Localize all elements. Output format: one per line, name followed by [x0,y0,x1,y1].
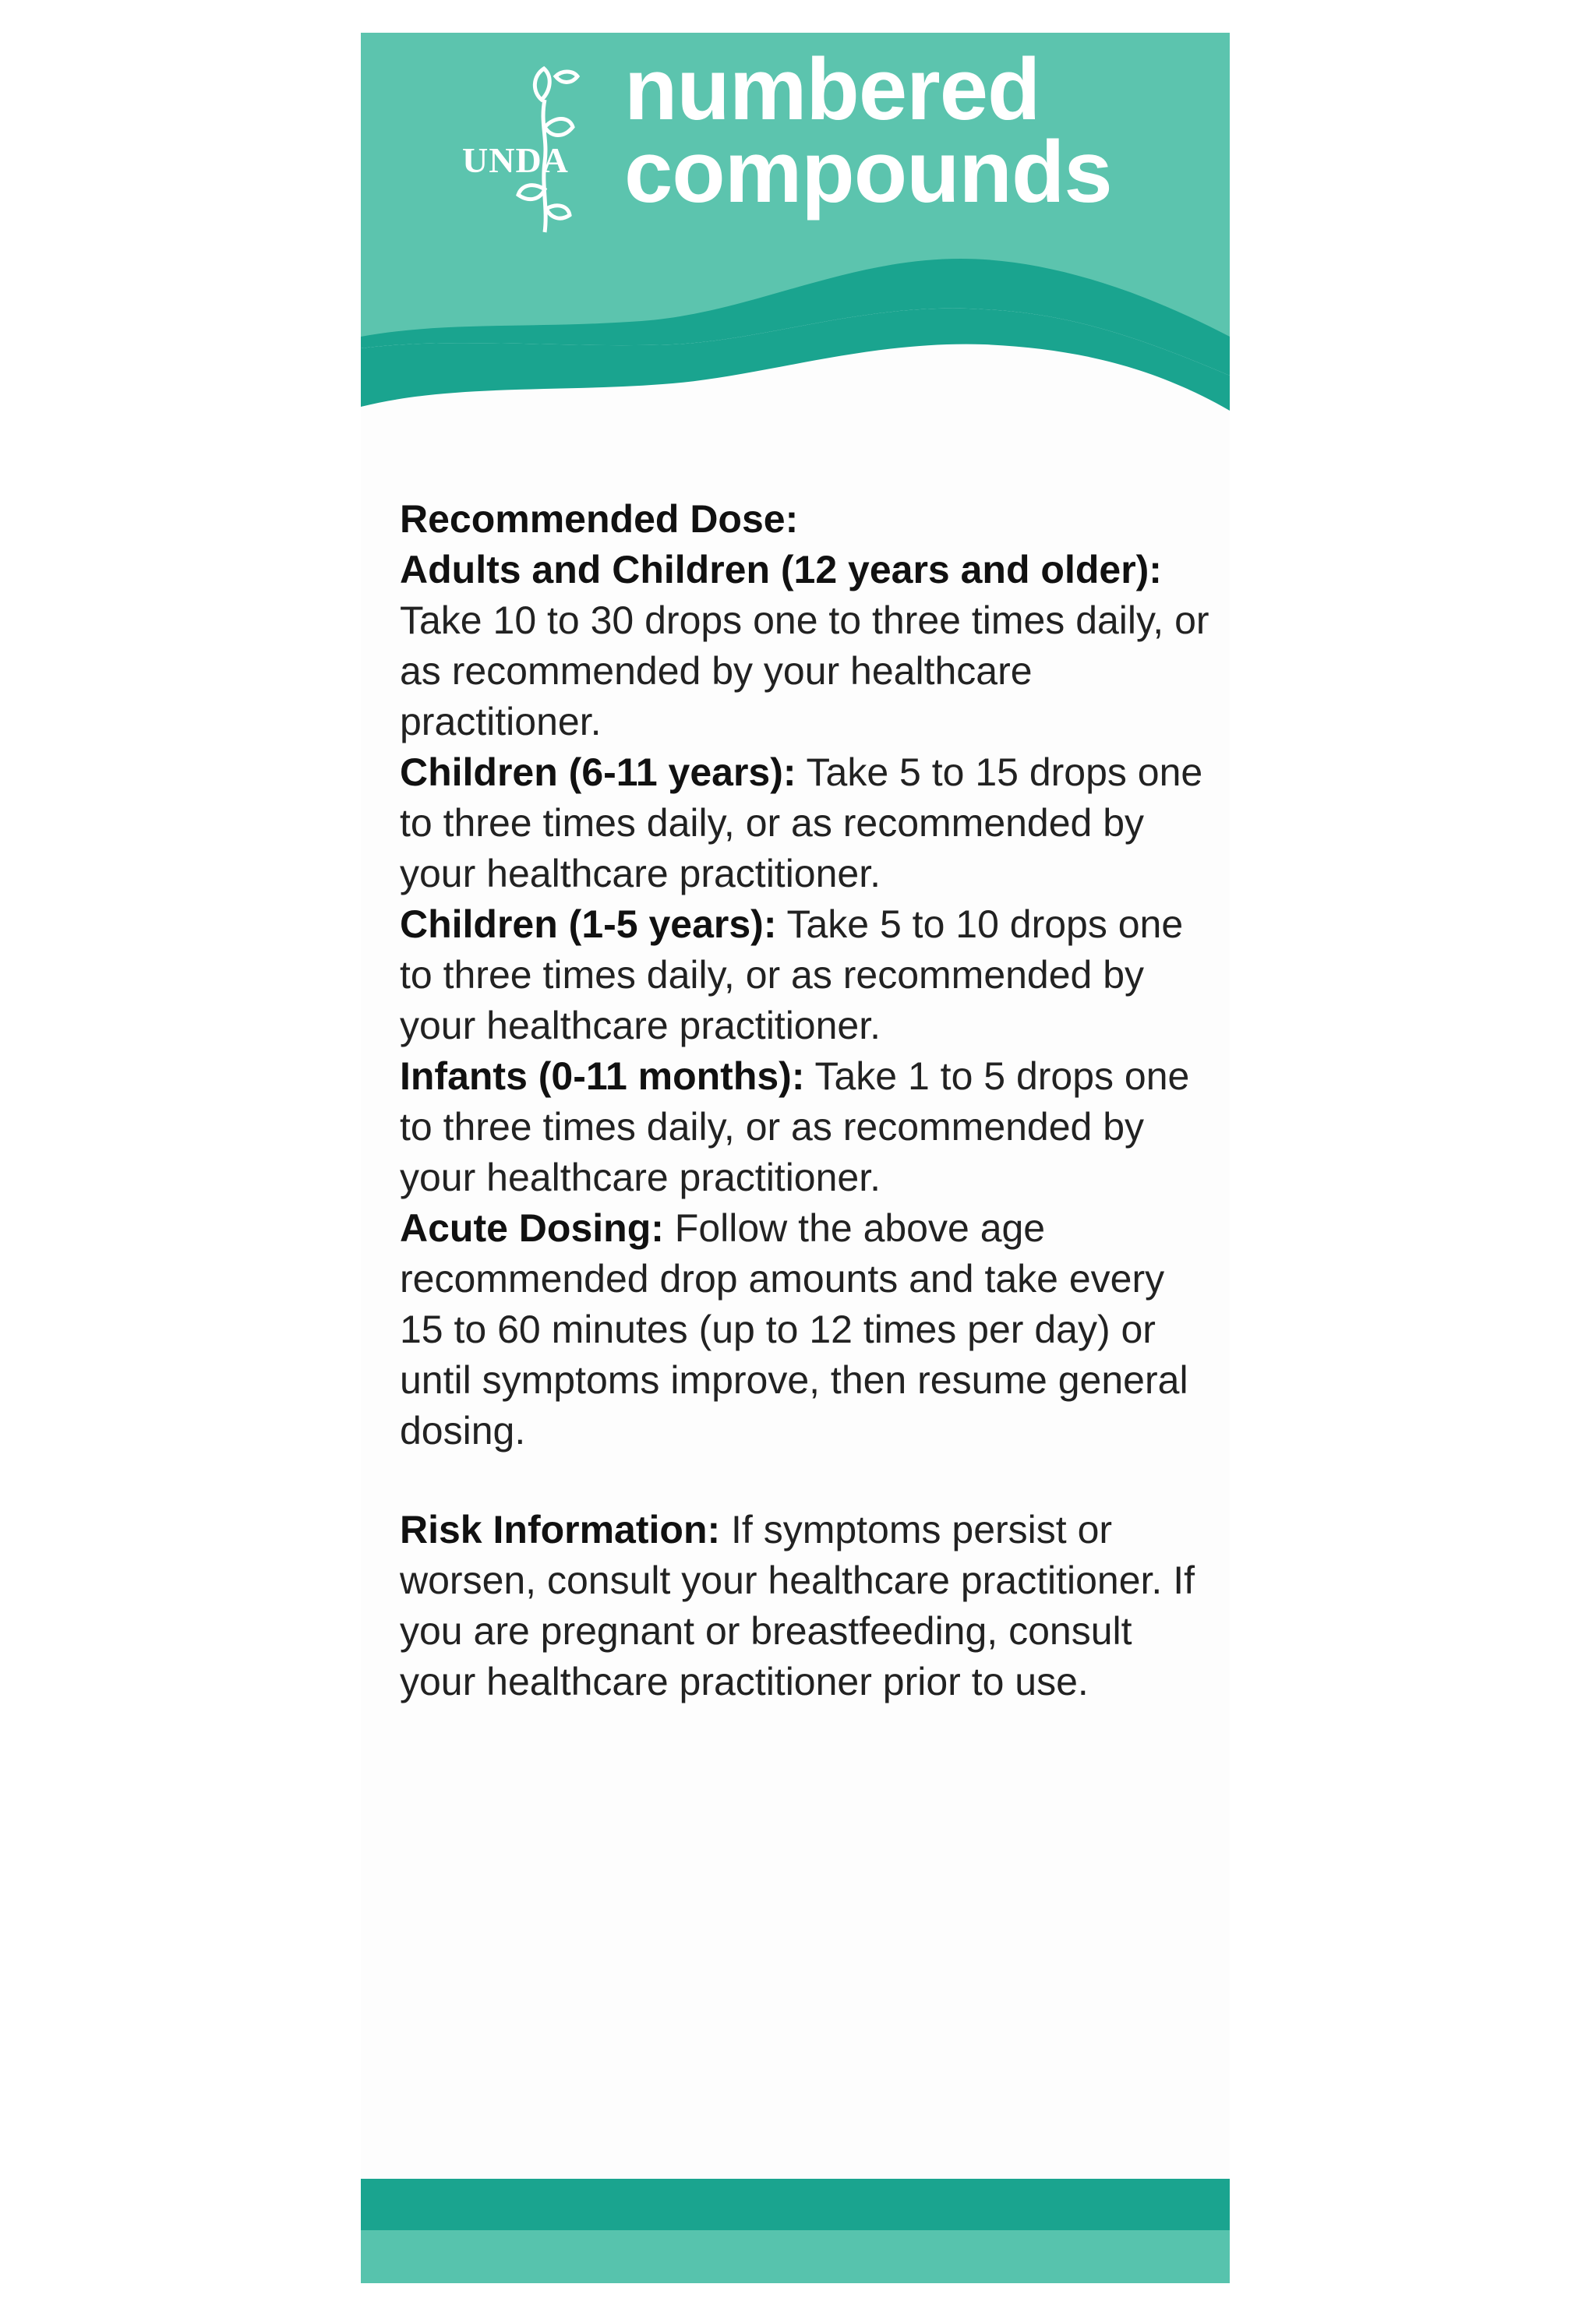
dosage-children-6-11-label: Children (6-11 years): [400,750,796,794]
label-header [361,33,1230,415]
dosage-adults-label: Adults and Children (12 years and older): [400,548,1162,591]
logo-wordmark: UNDA [462,140,569,180]
dosage-children-1-5-label: Children (1-5 years): [400,902,777,946]
dosage-adults-text: Take 10 to 30 drops one to three times daily, or as recommended by your healthcare practitioner. [400,598,1209,743]
section-spacer [400,1456,1210,1505]
dosage-children-1-5 [400,899,1210,1051]
footer-stripe-light [361,2230,1230,2283]
dosage-acute-text: Follow the above age recommended drop amounts and take every 15 to 60 minutes (up to 12 times per day) or until symptoms improve, then resume general dosing. [400,1206,1188,1453]
risk-information-text: If symptoms persist or worsen, consult your healthcare practitioner. If you are pregnant or breastfeeding, consult your healthcare practitioner prior to use. [400,1508,1195,1703]
dosage-children-6-11 [400,747,1210,899]
dosage-heading: Recommended Dose: [400,497,799,541]
risk-information-label: Risk Information: [400,1508,721,1551]
title-line-1: numbered [624,41,1040,138]
dosage-children-6-11-text: Take 5 to 15 drops one to three times daily, or as recommended by your healthcare practitioner. [400,750,1203,895]
footer-stripe-dark [361,2179,1230,2230]
title-line-2: compounds [624,123,1112,221]
product-line-title [624,41,1112,221]
dosage-acute [400,1203,1210,1456]
risk-information [400,1505,1210,1707]
dosage-infants-label: Infants (0-11 months): [400,1054,805,1098]
dosage-infants [400,1051,1210,1203]
dosage-infants-text: Take 1 to 5 drops one to three times daily, or as recommended by your healthcare practitioner. [400,1054,1190,1199]
dosage-acute-label: Acute Dosing: [400,1206,664,1250]
label-body [400,494,1210,1707]
dosage-adults [400,545,1210,747]
product-label [361,33,1230,2283]
dosage-children-1-5-text: Take 5 to 10 drops one to three times daily, or as recommended by your healthcare practitioner. [400,902,1184,1047]
